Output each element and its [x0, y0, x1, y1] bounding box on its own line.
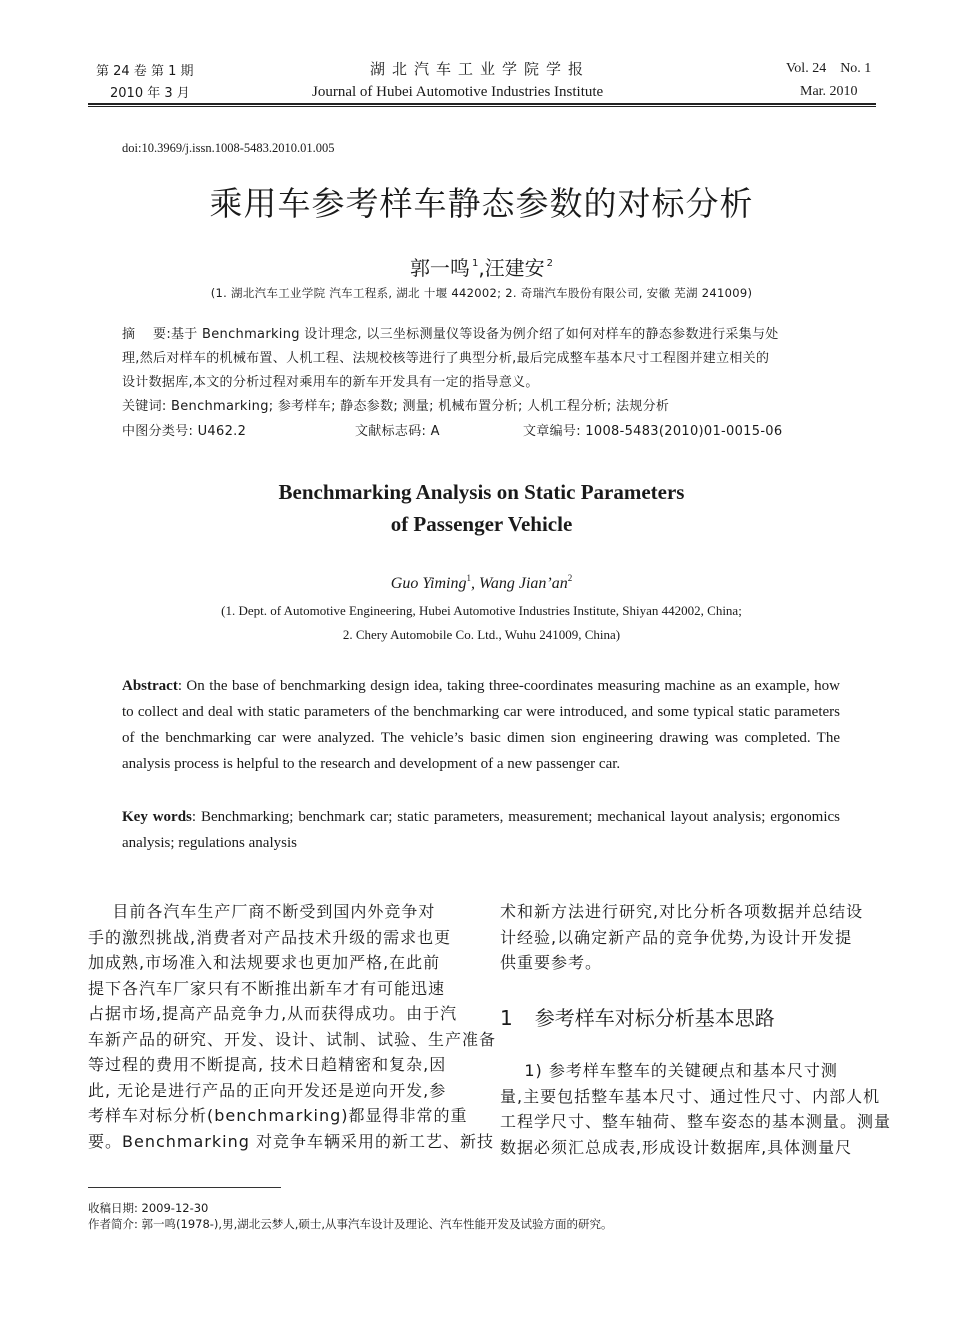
- abstract-cn-line: 设计数据库,本文的分析过程对乘用车的新车开发具有一定的指导意义。: [122, 375, 539, 390]
- body-line: 提下各汽车厂家只有不断推出新车才有可能迅速: [88, 978, 446, 998]
- body-line: 1) 参考样车整车的关键硬点和基本尺寸测: [500, 1061, 838, 1080]
- doi: doi:10.3969/j.issn.1008-5483.2010.01.005: [122, 141, 335, 155]
- keywords-en-label: Key words: [122, 809, 192, 825]
- article-title-en-line2: of Passenger Vehicle: [390, 512, 573, 536]
- body-line: 加成熟,市场准入和法规要求也更加严格,在此前: [88, 953, 441, 972]
- date-en: Mar. 2010: [800, 84, 858, 99]
- keywords-en-text: : Benchmarking; benchmark car; static parameters, measurement; mechanical layout analysis; ergonomics analysis; regulations analysis: [122, 809, 841, 851]
- abstract-en-label: Abstract: [122, 678, 178, 694]
- keywords-en: [122, 804, 840, 856]
- authors-cn: [0, 252, 963, 281]
- body-line: 供重要参考。: [500, 953, 603, 972]
- body-line: 要。Benchmarking 对竞争车辆采用的新工艺、新技: [88, 1131, 494, 1151]
- article-title-en-line1: Benchmarking Analysis on Static Parameters: [278, 480, 685, 504]
- body-left-column: [88, 899, 496, 1154]
- author-separator: ,: [478, 256, 485, 280]
- abstract-cn-line: 摘 要:基于 Benchmarking 设计理念, 以三坐标测量仪等设备为例介绍了如何对样车的静态参数进行采集与处: [122, 327, 779, 342]
- author-name: Wang Jian’an: [478, 575, 568, 592]
- affiliation-en-line2: 2. Chery Automobile Co. Ltd., Wuhu 241009, China): [342, 627, 621, 642]
- body-line: 此, 无论是进行产品的正向开发还是逆向开发,参: [88, 1080, 447, 1100]
- affiliation-mark: 1: [466, 573, 471, 583]
- body-line: 目前各汽车生产厂商不断受到国内外竞争对: [88, 902, 436, 921]
- affiliation-mark: 2: [546, 258, 554, 269]
- clc-number: 中图分类号: U462.2: [122, 424, 247, 439]
- footnote-rule: [88, 1187, 281, 1188]
- body-line: 量,主要包括整车基本尺寸、通过性尺寸、内部人机: [500, 1086, 881, 1106]
- article-number: 文章编号: 1008-5483(2010)01-0015-06: [523, 424, 783, 439]
- author-name: 郭一鸣: [409, 256, 470, 280]
- document-code: 文献标志码: A: [355, 424, 440, 439]
- article-title-cn: 乘用车参考样车静态参数的对标分析: [209, 184, 754, 223]
- received-date: 收稿日期: 2009-12-30: [88, 1201, 209, 1215]
- body-line: 考样车对标分析(benchmarking)都显得非常的重: [88, 1106, 468, 1125]
- classification-row: [0, 420, 963, 444]
- body-line: 术和新方法进行研究,对比分析各项数据并总结设: [500, 902, 864, 921]
- header-rule-thin: [88, 106, 876, 107]
- affiliation-mark: 1: [471, 258, 479, 269]
- header-rule-thick: [88, 103, 876, 105]
- body-line: 手的激烈挑战,消费者对产品技术升级的需求也更: [88, 927, 452, 947]
- affiliation-mark: 2: [567, 573, 573, 583]
- author-separator: ,: [470, 575, 479, 592]
- authors-en: [0, 573, 963, 593]
- date-cn: 2010 年 3 月: [110, 86, 190, 101]
- body-line: 数据必须汇总成表,形成设计数据库,具体测量尺: [500, 1137, 853, 1157]
- body-line: 等过程的费用不断提高, 技术日趋精密和复杂,因: [88, 1055, 447, 1074]
- body-line: 占据市场,提高产品竞争力,从而获得成功。由于汽: [88, 1004, 458, 1023]
- affiliation-en-line1: (1. Dept. of Automotive Engineering, Hubei Automotive Industries Institute, Shiyan 442002, China;: [221, 603, 742, 618]
- section-number: 1: [500, 1006, 513, 1030]
- body-line: 工程学尺寸、整车轴荷、整车姿态的基本测量。测量: [500, 1112, 892, 1131]
- body-right-column-bottom: [500, 1058, 891, 1160]
- abstract-cn-line: 理,然后对样车的机械布置、人机工程、法规校核等进行了典型分析,最后完成整车基本尺寸工程图并建立相关的: [122, 351, 770, 366]
- journal-title-en: Journal of Hubei Automotive Industries Institute: [312, 84, 604, 100]
- affiliation-cn: (1. 湖北汽车工业学院 汽车工程系, 湖北 十堰 442002; 2. 奇瑞汽车股份有限公司, 安徽 芜湖 241009): [210, 286, 753, 300]
- section-heading-1: [500, 1002, 775, 1031]
- author-bio: 作者简介: 郭一鸣(1978-),男,湖北云梦人,硕士,从事汽车设计及理论、汽车性能开发及试验方面的研究。: [88, 1217, 613, 1231]
- abstract-en-text: : On the base of benchmarking design idea, taking three-coordinates measuring machine as an example, how to collect and deal with static parameters of the benchmarking car were introduced, and some typical static parameters of the benchmarking car were analyzed. The vehicle’s basic dimen sion engineering drawing was completed. The analysis process is helpful to the research and development of a new passenger car.: [122, 678, 840, 772]
- keywords-cn: 关键词: Benchmarking; 参考样车; 静态参数; 测量; 机械布置分析; 人机工程分析; 法规分析: [122, 399, 670, 414]
- author-name: Guo Yiming: [390, 575, 467, 592]
- volume-issue-en: Vol. 24 No. 1: [786, 61, 872, 76]
- body-right-column-top: [500, 899, 863, 976]
- journal-title-cn: 湖北汽车工业学院学报: [370, 60, 591, 78]
- abstract-en: [122, 673, 840, 777]
- body-line: 车新产品的研究、开发、设计、试制、试验、生产准备: [88, 1029, 497, 1049]
- section-title: 参考样车对标分析基本思路: [534, 1006, 775, 1030]
- abstract-cn: [122, 323, 779, 419]
- body-line: 计经验,以确定新产品的竞争优势,为设计开发提: [500, 927, 853, 947]
- author-name: 汪建安: [484, 256, 545, 280]
- volume-issue-cn: 第 24 卷 第 1 期: [96, 64, 194, 79]
